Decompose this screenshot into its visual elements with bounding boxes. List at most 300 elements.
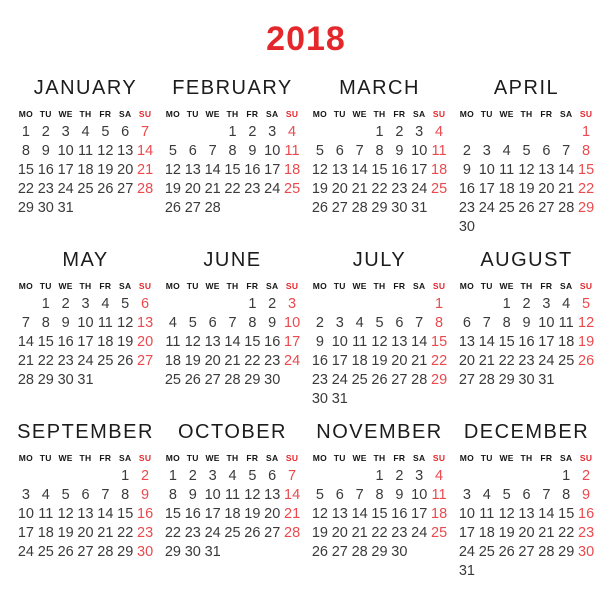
date-cell: 25	[77, 181, 94, 197]
date-cell: 19	[311, 525, 328, 541]
date-cell: 1	[168, 468, 177, 484]
weekday-label-we: WE	[58, 453, 73, 463]
date-cell: 15	[17, 162, 34, 178]
date-cell: 24	[204, 525, 221, 541]
empty-cell	[163, 296, 183, 312]
month-august	[457, 249, 596, 407]
date-cell: 8	[41, 315, 50, 331]
weekday-label-th: TH	[373, 109, 386, 119]
empty-cell	[163, 124, 183, 140]
date-cell: 16	[311, 353, 328, 369]
date-cell: 2	[315, 315, 324, 331]
weekday-label-th: TH	[520, 453, 533, 463]
date-cell: 22	[164, 525, 181, 541]
empty-cell	[95, 372, 115, 388]
date-cell: 29	[164, 544, 181, 560]
date-cell: 14	[97, 506, 114, 522]
date-cell: 21	[137, 162, 154, 178]
date-cell: 17	[331, 353, 348, 369]
weekday-label-tu: TU	[186, 453, 199, 463]
date-cell: 9	[248, 143, 257, 159]
weekday-label-mo: MO	[312, 453, 328, 463]
date-cell: 22	[37, 353, 54, 369]
date-cell: 28	[351, 200, 368, 216]
empty-cell	[330, 468, 350, 484]
weekday-header-row	[16, 281, 155, 291]
date-cell: 23	[391, 181, 408, 197]
weekday-label-th: TH	[373, 453, 386, 463]
date-cell: 25	[498, 200, 515, 216]
month-december	[457, 421, 596, 579]
empty-cell	[203, 124, 223, 140]
date-cell: 10	[17, 506, 34, 522]
empty-cell	[517, 563, 537, 579]
empty-cell	[556, 372, 576, 388]
empty-cell	[370, 391, 390, 407]
date-cell: 30	[57, 372, 74, 388]
date-cell: 5	[315, 143, 324, 159]
date-cell: 2	[582, 468, 591, 484]
date-cell: 1	[228, 124, 237, 140]
months-grid	[0, 77, 612, 579]
date-cell: 11	[224, 487, 241, 503]
date-cell: 23	[578, 525, 595, 541]
weekday-label-we: WE	[58, 281, 73, 291]
weekday-label-tu: TU	[39, 453, 52, 463]
date-cell: 1	[375, 468, 384, 484]
date-cell: 7	[355, 487, 364, 503]
date-cell: 18	[97, 334, 114, 350]
empty-cell	[223, 200, 243, 216]
date-cell: 21	[558, 181, 575, 197]
date-cell: 10	[77, 315, 94, 331]
date-cell: 2	[395, 468, 404, 484]
date-cell: 29	[371, 544, 388, 560]
weekday-label-we: WE	[352, 109, 367, 119]
date-cell: 30	[391, 200, 408, 216]
empty-cell	[350, 296, 370, 312]
date-cell: 16	[578, 506, 595, 522]
empty-cell	[497, 468, 517, 484]
date-cell: 11	[431, 143, 447, 159]
date-cell: 9	[141, 487, 150, 503]
date-cell: 23	[37, 181, 54, 197]
date-cell: 10	[458, 506, 475, 522]
date-cell: 9	[395, 487, 404, 503]
empty-cell	[457, 468, 477, 484]
date-cell: 14	[351, 506, 368, 522]
date-cell: 10	[284, 315, 301, 331]
date-cell: 13	[137, 315, 154, 331]
date-cell: 19	[311, 181, 328, 197]
date-cell: 10	[538, 315, 555, 331]
date-cell: 12	[371, 334, 388, 350]
date-cell: 5	[502, 487, 511, 503]
empty-cell	[477, 124, 497, 140]
weekday-label-tu: TU	[186, 281, 199, 291]
date-cell: 4	[168, 315, 177, 331]
date-cell: 5	[121, 296, 130, 312]
month-name: JUNE	[203, 249, 262, 271]
weekday-label-tu: TU	[480, 281, 493, 291]
date-cell: 22	[558, 525, 575, 541]
date-cell: 28	[224, 372, 241, 388]
weekday-label-su: SU	[285, 453, 299, 463]
date-cell: 4	[288, 124, 297, 140]
weekday-label-tu: TU	[39, 281, 52, 291]
month-november	[310, 421, 449, 579]
empty-cell	[76, 200, 96, 216]
date-cell: 24	[538, 353, 555, 369]
date-cell: 25	[478, 544, 495, 560]
date-cell: 17	[77, 334, 94, 350]
date-cell: 14	[538, 506, 555, 522]
date-cell: 18	[77, 162, 94, 178]
date-cell: 23	[184, 525, 201, 541]
date-cell: 18	[558, 334, 575, 350]
date-cell: 27	[518, 544, 535, 560]
weekday-label-su: SU	[579, 109, 593, 119]
date-cell: 19	[518, 181, 535, 197]
date-cell: 12	[57, 506, 74, 522]
date-cell: 3	[462, 487, 471, 503]
weekday-label-su: SU	[285, 109, 299, 119]
date-cell: 24	[478, 200, 495, 216]
date-cell: 28	[351, 544, 368, 560]
date-cell: 17	[538, 334, 555, 350]
date-cell: 30	[458, 219, 475, 235]
date-cell: 16	[458, 181, 475, 197]
date-cell: 21	[224, 353, 241, 369]
date-cell: 27	[391, 372, 408, 388]
date-cell: 29	[558, 544, 575, 560]
weekday-label-tu: TU	[333, 109, 346, 119]
date-cell: 15	[244, 334, 261, 350]
empty-cell	[457, 124, 477, 140]
date-cell: 16	[57, 334, 74, 350]
empty-cell	[517, 219, 537, 235]
month-february	[163, 77, 302, 235]
date-cell: 9	[395, 143, 404, 159]
date-cell: 11	[431, 487, 447, 503]
empty-cell	[536, 563, 556, 579]
date-cell: 2	[522, 296, 531, 312]
weekday-header-row	[16, 453, 155, 463]
date-cell: 19	[97, 162, 114, 178]
weekday-label-th: TH	[79, 453, 92, 463]
month-name: JANUARY	[33, 77, 138, 99]
empty-cell	[409, 296, 429, 312]
weekday-label-th: TH	[373, 281, 386, 291]
dates-grid	[310, 124, 449, 216]
date-cell: 13	[538, 162, 555, 178]
date-cell: 14	[137, 143, 154, 159]
weekday-label-we: WE	[499, 281, 514, 291]
weekday-label-mo: MO	[165, 109, 181, 119]
date-cell: 25	[224, 525, 241, 541]
date-cell: 3	[482, 143, 491, 159]
empty-cell	[115, 200, 135, 216]
date-cell: 10	[264, 143, 281, 159]
month-july	[310, 249, 449, 407]
date-cell: 3	[542, 296, 551, 312]
weekday-label-th: TH	[520, 281, 533, 291]
weekday-label-th: TH	[226, 281, 239, 291]
date-cell: 6	[268, 468, 277, 484]
empty-cell	[282, 372, 302, 388]
date-cell: 11	[499, 162, 515, 178]
date-cell: 24	[458, 544, 475, 560]
date-cell: 11	[77, 143, 94, 159]
date-cell: 21	[538, 525, 555, 541]
date-cell: 23	[311, 372, 328, 388]
date-cell: 26	[498, 544, 515, 560]
date-cell: 18	[284, 162, 301, 178]
date-cell: 5	[101, 124, 110, 140]
date-cell: 22	[498, 353, 515, 369]
weekday-label-mo: MO	[18, 281, 34, 291]
date-cell: 13	[331, 162, 348, 178]
date-cell: 30	[37, 200, 54, 216]
date-cell: 5	[248, 468, 257, 484]
date-cell: 3	[288, 296, 297, 312]
date-cell: 16	[244, 162, 261, 178]
month-name: MARCH	[339, 77, 420, 99]
date-cell: 3	[208, 468, 217, 484]
weekday-header-row	[310, 109, 449, 119]
date-cell: 17	[458, 525, 475, 541]
date-cell: 19	[578, 334, 595, 350]
weekday-label-su: SU	[579, 281, 593, 291]
weekday-label-su: SU	[138, 109, 152, 119]
date-cell: 8	[582, 143, 591, 159]
empty-cell	[389, 391, 409, 407]
date-cell: 12	[578, 315, 595, 331]
date-cell: 13	[458, 334, 475, 350]
empty-cell	[330, 296, 350, 312]
weekday-label-su: SU	[432, 281, 446, 291]
weekday-label-sa: SA	[119, 281, 132, 291]
date-cell: 27	[117, 181, 134, 197]
date-cell: 3	[61, 124, 70, 140]
date-cell: 18	[431, 506, 448, 522]
empty-cell	[16, 296, 36, 312]
date-cell: 8	[168, 487, 177, 503]
empty-cell	[16, 468, 36, 484]
weekday-label-fr: FR	[99, 109, 112, 119]
weekday-label-th: TH	[79, 109, 92, 119]
date-cell: 3	[81, 296, 90, 312]
month-name: OCTOBER	[177, 421, 288, 443]
date-cell: 26	[97, 181, 114, 197]
date-cell: 20	[137, 334, 154, 350]
date-cell: 12	[311, 506, 328, 522]
date-cell: 11	[97, 315, 113, 331]
date-cell: 7	[542, 487, 551, 503]
empty-cell	[310, 124, 330, 140]
date-cell: 8	[435, 315, 444, 331]
date-cell: 11	[558, 315, 574, 331]
date-cell: 10	[204, 487, 221, 503]
date-cell: 19	[184, 353, 201, 369]
date-cell: 13	[264, 487, 281, 503]
weekday-label-mo: MO	[312, 281, 328, 291]
date-cell: 21	[284, 506, 301, 522]
weekday-label-mo: MO	[18, 453, 34, 463]
empty-cell	[536, 124, 556, 140]
dates-grid	[457, 124, 596, 235]
weekday-label-th: TH	[226, 453, 239, 463]
date-cell: 7	[208, 143, 217, 159]
date-cell: 3	[268, 124, 277, 140]
weekday-label-mo: MO	[165, 281, 181, 291]
empty-cell	[536, 468, 556, 484]
date-cell: 27	[184, 200, 201, 216]
date-cell: 8	[21, 143, 30, 159]
date-cell: 20	[458, 353, 475, 369]
date-cell: 2	[462, 143, 471, 159]
weekday-label-fr: FR	[246, 109, 259, 119]
empty-cell	[223, 544, 243, 560]
date-cell: 31	[77, 372, 94, 388]
date-cell: 17	[478, 181, 495, 197]
weekday-label-su: SU	[138, 281, 152, 291]
empty-cell	[183, 124, 203, 140]
empty-cell	[115, 372, 135, 388]
date-cell: 28	[478, 372, 495, 388]
date-cell: 23	[458, 200, 475, 216]
date-cell: 21	[204, 181, 221, 197]
date-cell: 17	[284, 334, 301, 350]
date-cell: 20	[184, 181, 201, 197]
date-cell: 28	[204, 200, 221, 216]
weekday-label-sa: SA	[413, 109, 426, 119]
date-cell: 31	[204, 544, 221, 560]
date-cell: 8	[562, 487, 571, 503]
weekday-label-mo: MO	[459, 281, 475, 291]
date-cell: 19	[57, 525, 74, 541]
date-cell: 23	[137, 525, 154, 541]
weekday-label-th: TH	[226, 109, 239, 119]
weekday-label-sa: SA	[266, 109, 279, 119]
date-cell: 27	[264, 525, 281, 541]
date-cell: 6	[141, 296, 150, 312]
date-cell: 4	[81, 124, 90, 140]
date-cell: 18	[478, 525, 495, 541]
date-cell: 17	[17, 525, 34, 541]
date-cell: 11	[38, 506, 54, 522]
empty-cell	[477, 563, 497, 579]
date-cell: 12	[518, 162, 535, 178]
date-cell: 2	[268, 296, 277, 312]
date-cell: 12	[184, 334, 201, 350]
month-may	[16, 249, 155, 407]
weekday-header-row	[163, 281, 302, 291]
date-cell: 9	[582, 487, 591, 503]
date-cell: 6	[395, 315, 404, 331]
weekday-label-mo: MO	[459, 453, 475, 463]
date-cell: 6	[188, 143, 197, 159]
date-cell: 7	[482, 315, 491, 331]
weekday-header-row	[457, 109, 596, 119]
weekday-label-we: WE	[205, 281, 220, 291]
weekday-label-th: TH	[520, 109, 533, 119]
empty-cell	[429, 200, 449, 216]
empty-cell	[576, 372, 596, 388]
date-cell: 10	[57, 143, 74, 159]
date-cell: 1	[582, 124, 591, 140]
date-cell: 16	[264, 334, 281, 350]
date-cell: 13	[184, 162, 201, 178]
date-cell: 31	[411, 200, 428, 216]
date-cell: 18	[37, 525, 54, 541]
date-cell: 1	[375, 124, 384, 140]
date-cell: 1	[21, 124, 30, 140]
dates-grid	[16, 124, 155, 216]
empty-cell	[76, 468, 96, 484]
date-cell: 21	[351, 525, 368, 541]
date-cell: 22	[224, 181, 241, 197]
date-cell: 20	[518, 525, 535, 541]
date-cell: 27	[204, 372, 221, 388]
empty-cell	[389, 296, 409, 312]
weekday-header-row	[457, 453, 596, 463]
weekday-label-fr: FR	[393, 453, 406, 463]
weekday-header-row	[310, 453, 449, 463]
date-cell: 14	[478, 334, 495, 350]
date-cell: 28	[137, 181, 154, 197]
date-cell: 18	[351, 353, 368, 369]
date-cell: 15	[558, 506, 575, 522]
empty-cell	[477, 219, 497, 235]
date-cell: 12	[97, 143, 114, 159]
empty-cell	[370, 296, 390, 312]
date-cell: 7	[141, 124, 150, 140]
date-cell: 29	[371, 200, 388, 216]
date-cell: 29	[17, 200, 34, 216]
dates-grid	[310, 468, 449, 560]
date-cell: 13	[77, 506, 94, 522]
weekday-label-we: WE	[499, 109, 514, 119]
dates-grid	[163, 124, 302, 216]
date-cell: 12	[117, 315, 134, 331]
date-cell: 4	[435, 468, 444, 484]
date-cell: 19	[164, 181, 181, 197]
date-cell: 24	[77, 353, 94, 369]
empty-cell	[497, 219, 517, 235]
empty-cell	[457, 296, 477, 312]
dates-grid	[163, 468, 302, 560]
empty-cell	[556, 219, 576, 235]
weekday-label-we: WE	[352, 281, 367, 291]
date-cell: 30	[311, 391, 328, 407]
date-cell: 2	[395, 124, 404, 140]
weekday-label-we: WE	[205, 109, 220, 119]
date-cell: 28	[284, 525, 301, 541]
date-cell: 1	[435, 296, 444, 312]
date-cell: 23	[518, 353, 535, 369]
empty-cell	[203, 296, 223, 312]
date-cell: 15	[578, 162, 595, 178]
date-cell: 16	[184, 506, 201, 522]
weekday-label-fr: FR	[540, 109, 553, 119]
weekday-label-su: SU	[285, 281, 299, 291]
date-cell: 19	[371, 353, 388, 369]
date-cell: 22	[371, 525, 388, 541]
date-cell: 22	[431, 353, 448, 369]
date-cell: 4	[228, 468, 237, 484]
date-cell: 20	[391, 353, 408, 369]
